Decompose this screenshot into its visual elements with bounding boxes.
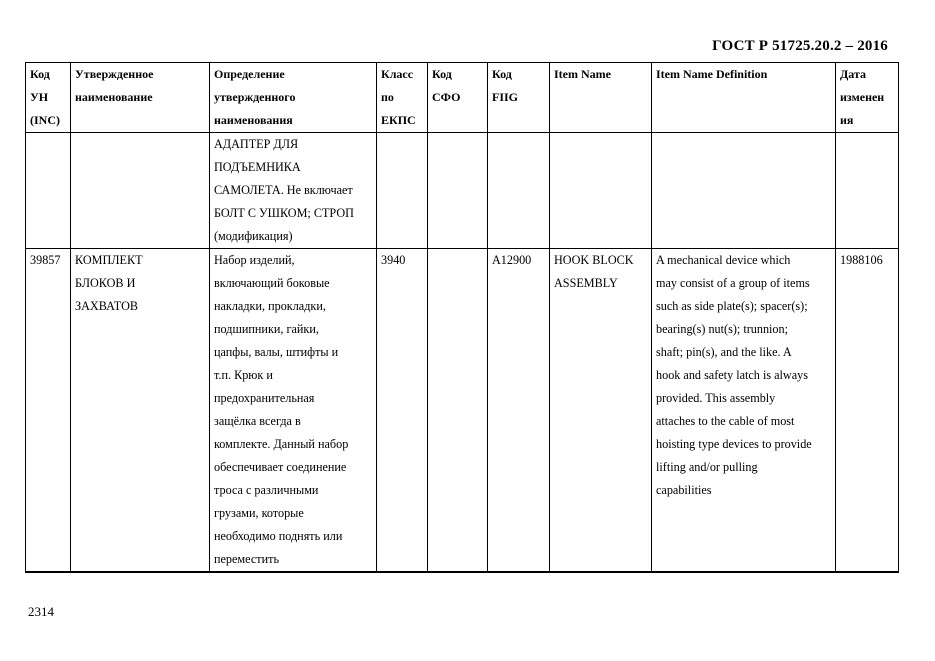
cell-inc [26,133,71,249]
cell-item-name-definition [652,133,836,249]
cell-fiig-code: A12900 [488,249,550,573]
cell-sfo-code [428,249,488,573]
document-standard-code: ГОСТ Р 51725.20.2 – 2016 [712,38,888,54]
column-header-approved-name: Утвержденное наименование [71,63,210,133]
column-header-item-name-definition: Item Name Definition [652,63,836,133]
page-number: 2314 [28,604,54,619]
cell-sfo-code [428,133,488,249]
cell-ekps-class [377,133,428,249]
column-header-item-name: Item Name [550,63,652,133]
cell-inc: 39857 [26,249,71,573]
cell-name-definition: Набор изделий, включающий боковые накладки, прокладки, подшипники, гайки, цапфы, валы, штифты и т.п. Крюк и предохранительная защёлка всегда в комплекте. Данный набор обеспечивает соединение троса с различными грузами, которые необходимо поднять или переместить [210,249,377,573]
cell-item-name [550,133,652,249]
cell-change-date [836,133,899,249]
cell-fiig-code [488,133,550,249]
column-header-change-date: Дата изменен ия [836,63,899,133]
cell-item-name-definition: A mechanical device which may consist of a group of items such as side plate(s); spacer(s); bearing(s) nut(s); trunnion; shaft; pin(s), and the like. A hook and safety latch is always provided. This assembly attaches to the cable of most hoisting type devices to provide lifting and/or pulling capabilities [652,249,836,573]
column-header-sfo-code: Код СФО [428,63,488,133]
classification-table [25,62,899,573]
cell-change-date: 1988106 [836,249,899,573]
table-header-row [26,63,899,133]
cell-approved-name [71,133,210,249]
table-row [26,249,899,573]
cell-ekps-class: 3940 [377,249,428,573]
column-header-ekps-class: Класс по ЕКПС [377,63,428,133]
column-header-fiig-code: Код FIIG [488,63,550,133]
cell-name-definition: АДАПТЕР ДЛЯ ПОДЪЕМНИКА САМОЛЕТА. Не включает БОЛТ С УШКОМ; СТРОП (модификация) [210,133,377,249]
column-header-name-definition: Определение утвержденного наименования [210,63,377,133]
column-header-inc: Код УН (INC) [26,63,71,133]
cell-approved-name: КОМПЛЕКТ БЛОКОВ И ЗАХВАТОВ [71,249,210,573]
table-row [26,133,899,249]
cell-item-name: HOOK BLOCK ASSEMBLY [550,249,652,573]
